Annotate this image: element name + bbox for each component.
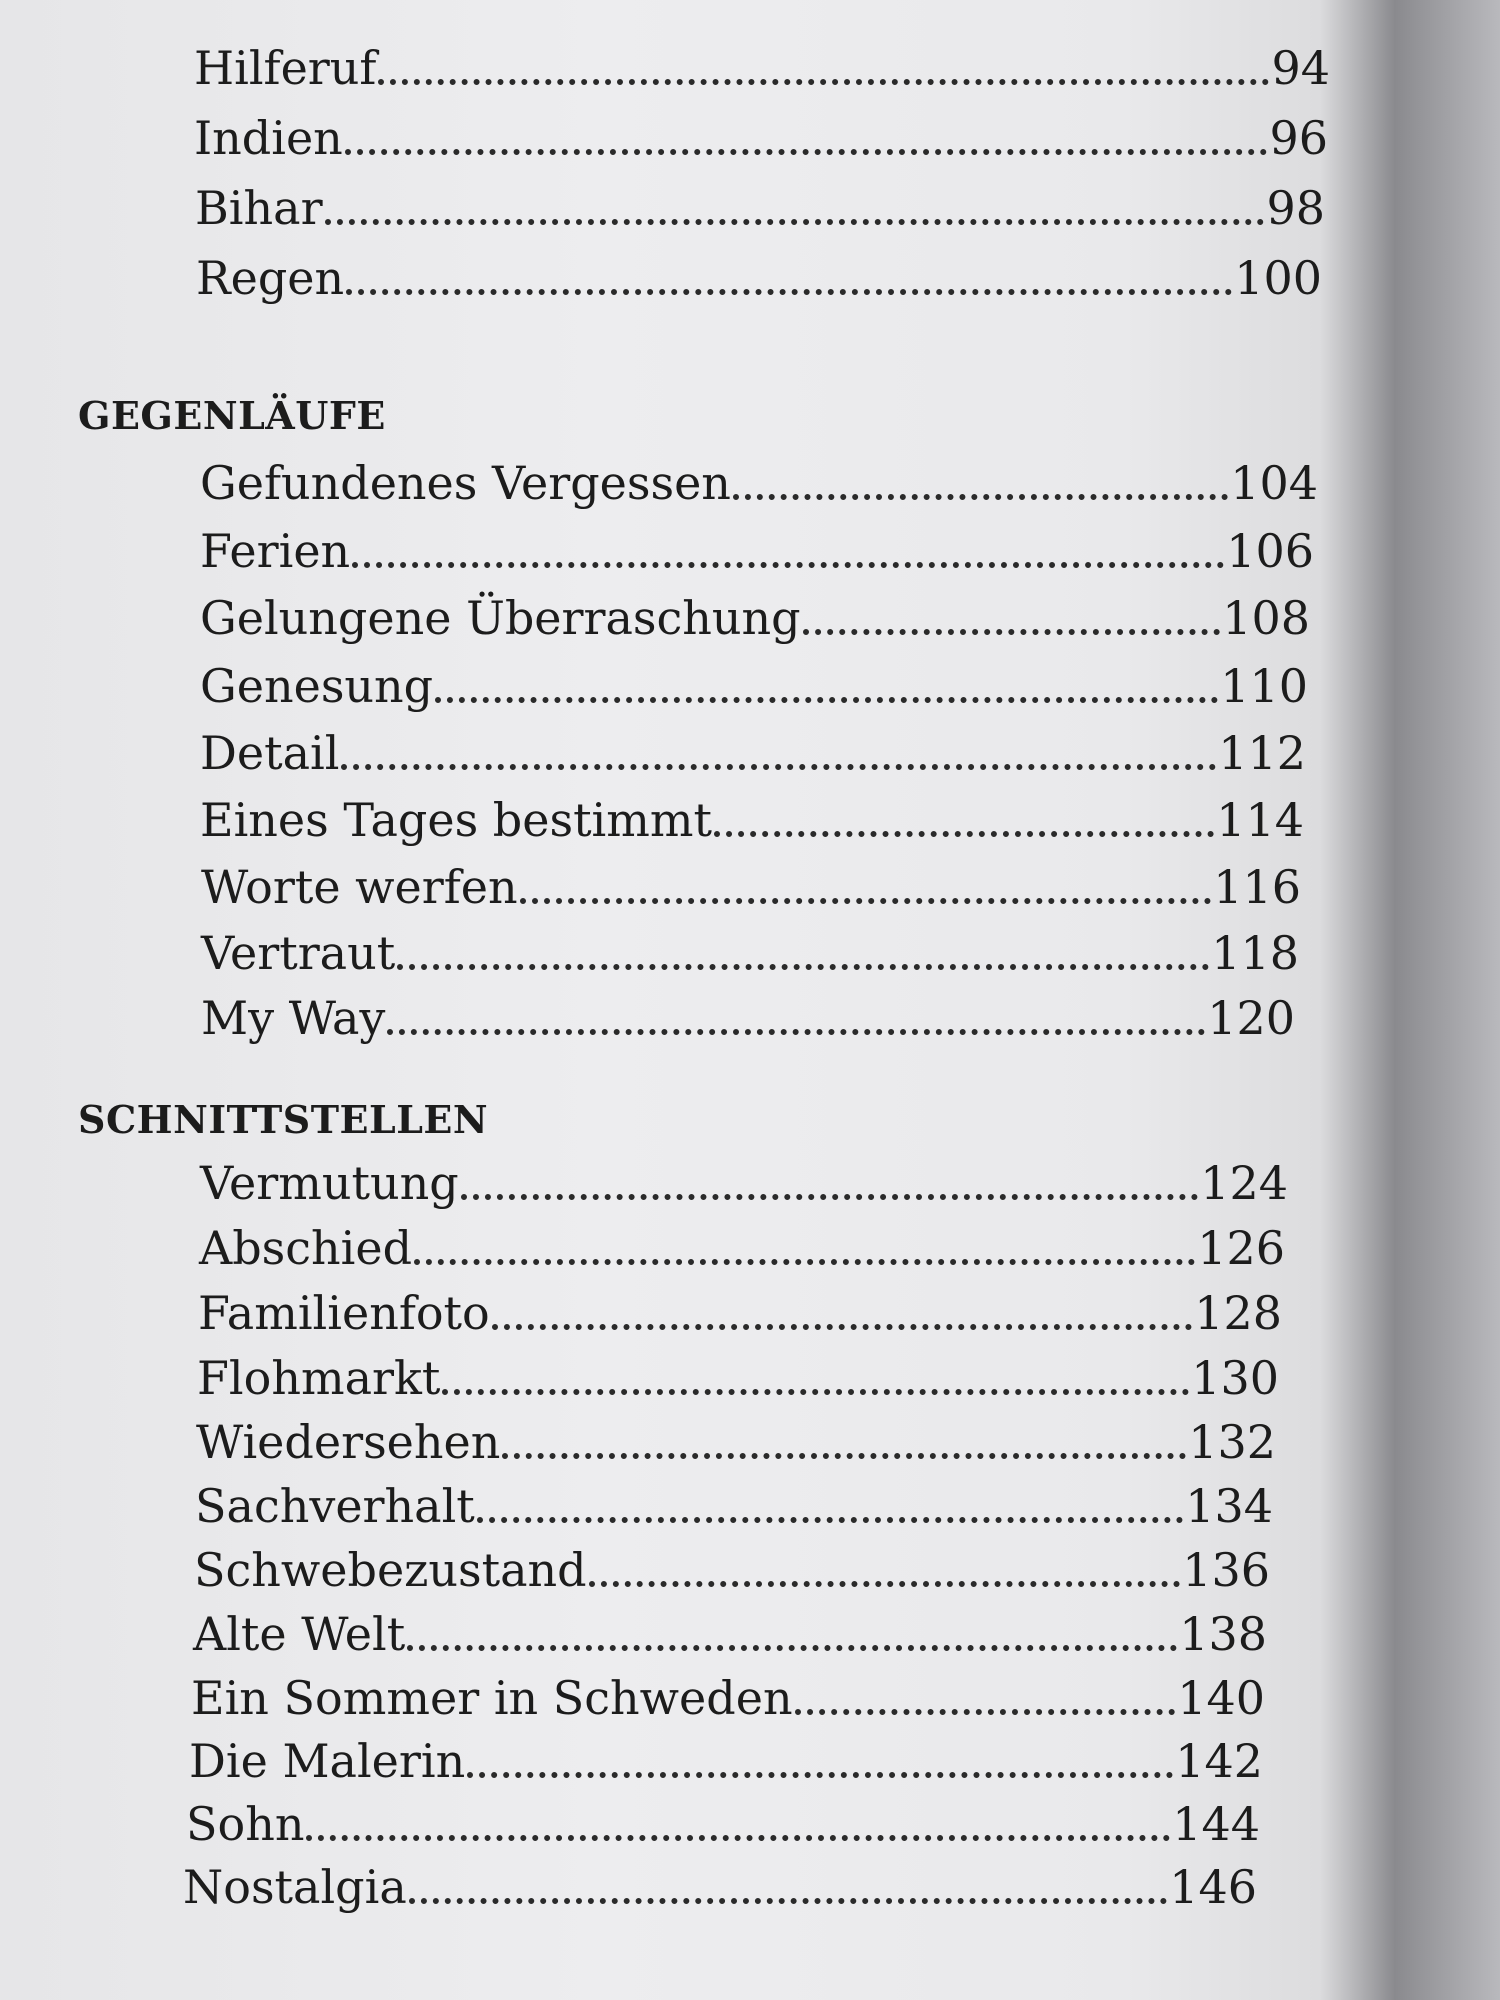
toc-entry-page: 116 xyxy=(1213,860,1301,914)
toc-leader-dots xyxy=(397,964,1209,970)
toc-leader-dots xyxy=(346,289,1232,295)
toc-leader-dots xyxy=(352,562,1224,568)
toc-entry xyxy=(198,1286,1282,1340)
toc-entry xyxy=(200,456,1318,510)
toc-leader-dots xyxy=(341,764,1216,770)
toc-leader-dots xyxy=(714,831,1214,837)
toc-entry-page: 112 xyxy=(1218,726,1306,780)
toc-leader-dots xyxy=(409,1898,1167,1904)
toc-entry-title: Schwebezustand xyxy=(194,1543,587,1597)
toc-entry-title: Gelungene Überraschung xyxy=(200,591,801,645)
toc-entry xyxy=(183,1860,1257,1914)
toc-entry-page: 98 xyxy=(1266,181,1325,235)
toc-entry-page: 100 xyxy=(1234,251,1322,305)
toc-leader-dots xyxy=(467,1772,1173,1778)
toc-entry xyxy=(194,111,1328,165)
section-heading-schnittstellen: SCHNITTSTELLEN xyxy=(78,1097,489,1142)
toc-entry-title: Indien xyxy=(194,111,343,165)
toc-entry-title: Die Malerin xyxy=(189,1734,466,1788)
toc-leader-dots xyxy=(435,697,1218,703)
toc-entry xyxy=(199,1221,1285,1275)
toc-entry-page: 96 xyxy=(1269,111,1328,165)
toc-leader-dots xyxy=(345,149,1268,155)
toc-leader-dots xyxy=(325,219,1265,225)
toc-entry-page: 130 xyxy=(1191,1351,1279,1405)
toc-entry-title: Detail xyxy=(200,726,340,780)
toc-entry-page: 108 xyxy=(1222,591,1310,645)
toc-entry-title: Sachverhalt xyxy=(195,1479,475,1533)
toc-entry xyxy=(191,1671,1265,1725)
toc-entry-title: Alte Welt xyxy=(193,1607,406,1661)
toc-leader-dots xyxy=(407,1645,1177,1651)
toc-leader-dots xyxy=(795,1709,1176,1715)
toc-entry-page: 114 xyxy=(1216,793,1304,847)
toc-entry-page: 124 xyxy=(1200,1156,1288,1210)
toc-leader-dots xyxy=(461,1194,1199,1200)
toc-entry-title: Wiedersehen xyxy=(196,1415,501,1469)
toc-entry xyxy=(201,991,1295,1045)
toc-leader-dots xyxy=(378,79,1269,85)
toc-entry xyxy=(200,1156,1288,1210)
toc-entry xyxy=(186,1797,1260,1851)
toc-entry xyxy=(196,1415,1276,1469)
toc-entry xyxy=(194,41,1330,95)
toc-entry-title: Worte werfen xyxy=(201,860,518,914)
toc-entry-title: Ein Sommer in Schweden xyxy=(191,1671,793,1725)
toc-entry-page: 136 xyxy=(1182,1543,1270,1597)
toc-leader-dots xyxy=(803,629,1221,635)
toc-entry xyxy=(200,524,1314,578)
toc-entry-page: 94 xyxy=(1271,41,1330,95)
toc-entry-title: Eines Tages bestimmt xyxy=(200,793,712,847)
toc-leader-dots xyxy=(306,1835,1170,1841)
toc-leader-dots xyxy=(492,1324,1192,1330)
toc-entry-title: Bihar xyxy=(195,181,323,235)
toc-entry xyxy=(194,1543,1270,1597)
toc-entry-title: Regen xyxy=(196,251,345,305)
toc-entry-page: 134 xyxy=(1185,1479,1273,1533)
toc-entry-page: 110 xyxy=(1220,659,1308,713)
toc-entry xyxy=(189,1734,1263,1788)
toc-entry-page: 118 xyxy=(1211,926,1299,980)
toc-leader-dots xyxy=(520,898,1212,904)
toc-leader-dots xyxy=(502,1453,1186,1459)
toc-entry xyxy=(201,860,1301,914)
toc-entry-page: 146 xyxy=(1169,1860,1257,1914)
toc-entry-title: Sohn xyxy=(186,1797,305,1851)
toc-leader-dots xyxy=(589,1581,1181,1587)
toc-leader-dots xyxy=(414,1259,1195,1265)
toc-entry-title: Vertraut xyxy=(201,926,396,980)
toc-entry-page: 142 xyxy=(1175,1734,1263,1788)
toc-entry-page: 128 xyxy=(1194,1286,1282,1340)
toc-entry-title: Vermutung xyxy=(200,1156,459,1210)
toc-entry xyxy=(195,1479,1273,1533)
toc-entry xyxy=(197,1351,1279,1405)
toc-entry-title: Nostalgia xyxy=(183,1860,407,1914)
toc-entry xyxy=(193,1607,1267,1661)
toc-entry-title: Gefundenes Vergessen xyxy=(200,456,731,510)
toc-entry-page: 104 xyxy=(1230,456,1318,510)
toc-entry-page: 138 xyxy=(1179,1607,1267,1661)
toc-entry-title: Ferien xyxy=(200,524,351,578)
toc-leader-dots xyxy=(387,1029,1205,1035)
toc-entry-page: 120 xyxy=(1207,991,1295,1045)
toc-entry-title: Hilferuf xyxy=(194,41,377,95)
toc-entry xyxy=(200,659,1308,713)
toc-entry-page: 140 xyxy=(1177,1671,1265,1725)
toc-entry-title: Flohmarkt xyxy=(197,1351,441,1405)
toc-leader-dots xyxy=(477,1517,1183,1523)
section-heading-gegenlaeufe: GEGENLÄUFE xyxy=(78,393,386,438)
toc-entry-page: 126 xyxy=(1197,1221,1285,1275)
toc-entry xyxy=(196,251,1322,305)
toc-entry-title: Abschied xyxy=(199,1221,413,1275)
toc-entry xyxy=(195,181,1325,235)
toc-entry xyxy=(201,926,1299,980)
toc-entry-page: 132 xyxy=(1188,1415,1276,1469)
toc-entry xyxy=(200,793,1304,847)
toc-entry-title: Genesung xyxy=(200,659,434,713)
toc-entry xyxy=(200,591,1310,645)
toc-entry-page: 144 xyxy=(1172,1797,1260,1851)
toc-entry xyxy=(200,726,1306,780)
toc-entry-page: 106 xyxy=(1226,524,1314,578)
toc-entry-title: My Way xyxy=(201,991,386,1045)
toc-leader-dots xyxy=(733,494,1228,500)
toc-entry-title: Familienfoto xyxy=(198,1286,490,1340)
toc-leader-dots xyxy=(442,1389,1189,1395)
